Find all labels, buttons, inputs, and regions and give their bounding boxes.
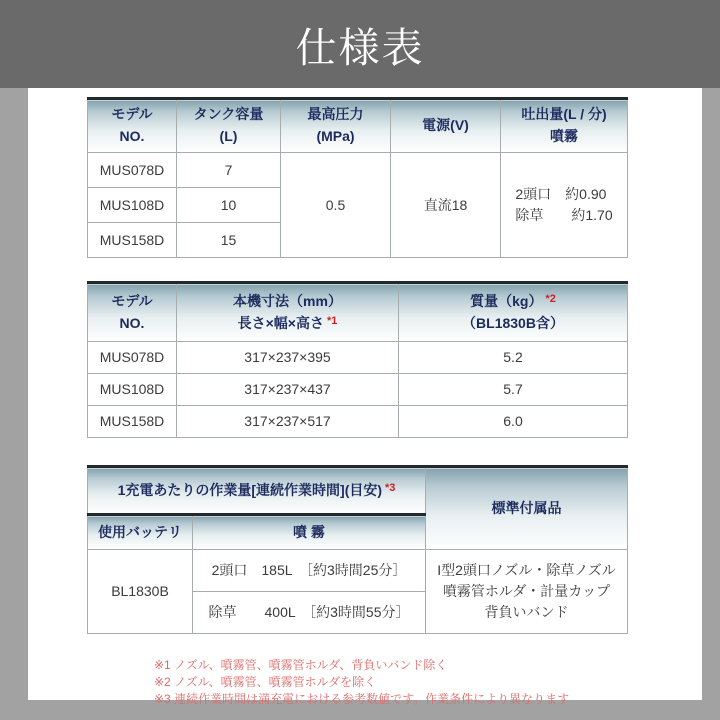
footnote-3: ※3 連続作業時間は満充電における参考数値です。作業条件により異なります [154,692,570,706]
accessories-line3: 背負いバンド [484,604,569,620]
table1-header-pressure [281,99,391,153]
page-title: 仕様表 [295,24,425,71]
weight-cell: 5.7 [399,374,628,406]
footnote-mark-2: *2 [545,292,556,305]
footnote-2: ※2 ノズル、噴霧管、噴霧管ホルダを除く [154,675,377,689]
weight-cell: 6.0 [399,406,628,438]
pressure-header-line1: 最高圧力 [307,106,364,123]
footnote-mark-3: *3 [385,481,396,494]
table2-header-dimensions [177,283,399,342]
model-header-line2: NO. [119,128,145,144]
title-band [0,0,720,88]
table2-row-mus158d [88,406,628,438]
weight-cell: 5.2 [399,342,628,374]
dimensions-header-line2: 長さ×幅×高さ [237,314,324,331]
weight-header-line2: （BL1830B含） [462,314,564,331]
spec-table-main [87,97,628,258]
model-cell: MUS158D [88,406,177,438]
table3-header-spray [193,515,426,550]
spec-table-runtime [87,465,628,634]
tank-cell: 7 [177,153,281,188]
discharge-value-cell [501,153,628,258]
weight-header-line1: 質量（kg） [470,292,543,309]
table2-row-mus108d [88,374,628,406]
table3-body-row1 [88,550,628,592]
pressure-value-cell: 0.5 [281,153,391,258]
table1-header-row [88,99,628,153]
accessories-line2: 噴霧管ホルダ・計量カップ [442,583,611,599]
table3-header-row1 [88,467,628,515]
model-header-line2: NO. [119,314,145,331]
table2-header-weight [399,283,628,342]
table3-header-battery [88,515,193,550]
table2-row-mus078d [88,342,628,374]
spec-content [28,88,702,708]
accessories-cell [426,550,628,634]
power-header: 電源(V) [422,117,469,134]
dimensions-header-line1: 本機寸法（mm） [233,292,342,309]
dimensions-cell: 317×237×517 [177,406,399,438]
discharge-header-line2: 噴霧 [550,128,578,144]
dimensions-cell: 317×237×437 [177,374,399,406]
accessories-header-text: 標準付属品 [491,499,562,516]
footnotes [154,657,702,708]
dimensions-cell: 317×237×395 [177,342,399,374]
table1-row-mus078d [88,153,628,188]
footnote-mark-1: *1 [326,314,338,327]
power-value-cell: 直流18 [391,153,501,258]
accessories-line1: I型2頭口ノズル・除草ノズル [437,562,616,578]
table1-header-power [391,99,501,153]
table1-header-model [88,99,177,153]
spec-page [28,88,702,706]
battery-value-cell: BL1830B [88,550,193,634]
model-header-line1: モデル [111,106,153,123]
model-cell: MUS078D [88,153,177,188]
model-cell: MUS108D [88,374,177,406]
table3-header-accessories [426,467,628,550]
model-cell: MUS158D [88,223,177,258]
spec-table-dimensions [87,281,628,438]
tank-cell: 10 [177,188,281,223]
tank-header-line1: タンク容量 [193,106,264,123]
work-header-text: 1充電あたりの作業量[連続作業時間](目安) [117,481,383,498]
model-cell: MUS108D [88,188,177,223]
tank-header-line2: (L) [219,128,238,144]
discharge-header-line1: 吐出量(L / 分) [521,106,607,123]
spray-row-cell: 2頭口 185L ［約3時間25分］ [193,550,426,592]
table2-header-row [88,283,628,342]
battery-header-text: 使用バッテリ [98,523,182,540]
spray-header-text: 噴 霧 [293,523,325,540]
table3-header-work [88,467,426,515]
spray-row-cell: 除草 400L ［約3時間55分］ [193,592,426,634]
pressure-header-line2: (MPa) [316,128,355,144]
model-header-line1: モデル [111,292,153,309]
table2-header-model [88,283,177,342]
table1-header-discharge [501,99,628,153]
model-cell: MUS078D [88,342,177,374]
table1-header-tank [177,99,281,153]
discharge-line1: 2頭口 約0.90 [515,186,607,202]
tank-cell: 15 [177,223,281,258]
footnote-1: ※1 ノズル、噴霧管、噴霧管ホルダ、背負いバンド除く [154,658,448,672]
discharge-line2: 除草 約1.70 [515,207,613,223]
